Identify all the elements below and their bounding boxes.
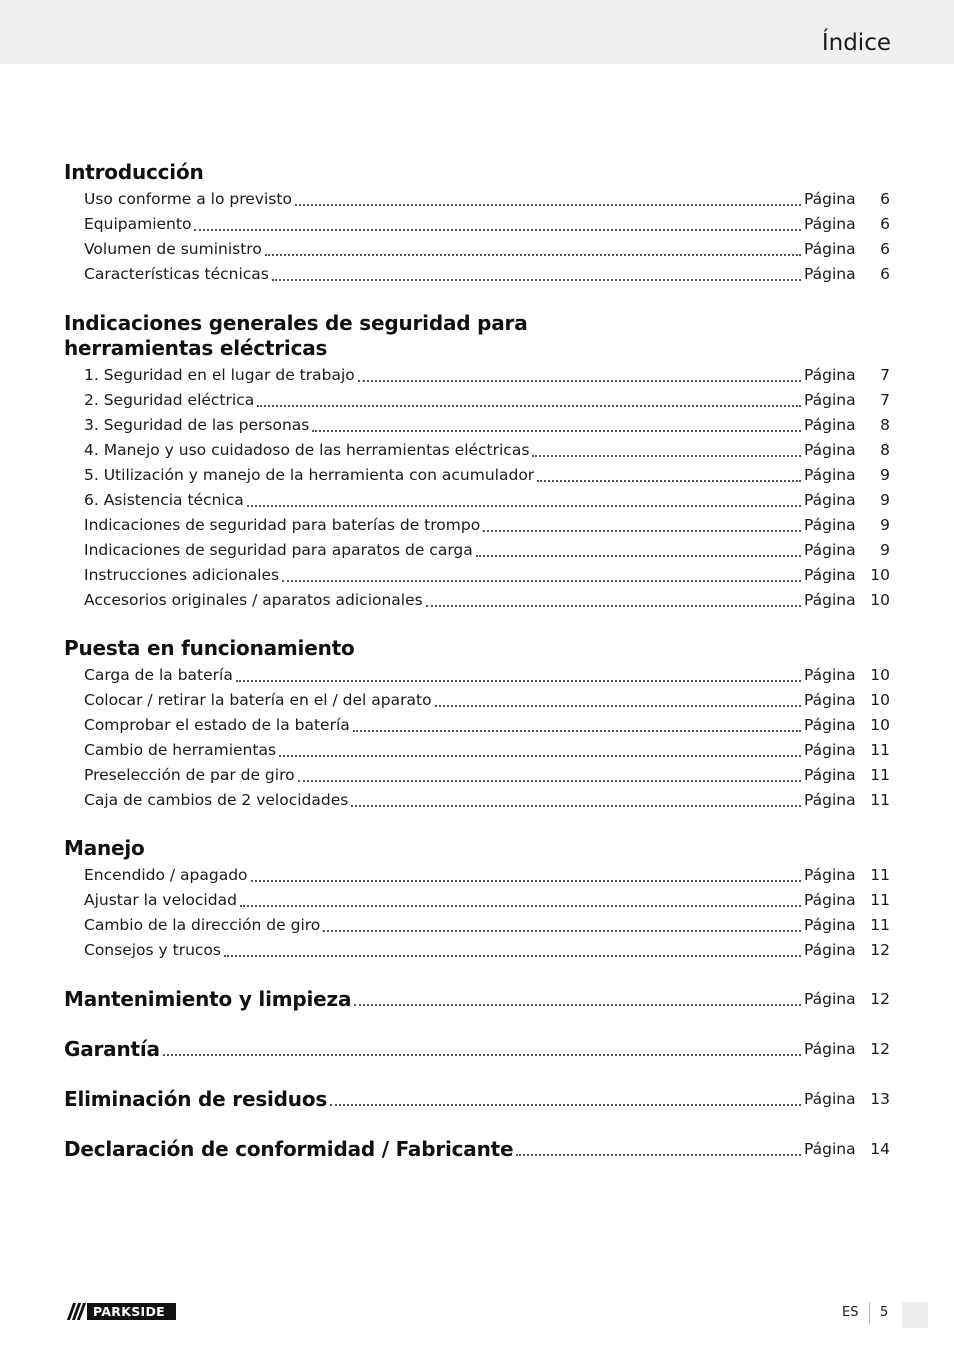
toc-entry-label: Accesorios originales / aparatos adicionales — [84, 591, 423, 609]
page-word: Página — [804, 691, 856, 709]
toc-entry[interactable] — [84, 187, 890, 212]
toc-entry[interactable] — [84, 237, 890, 262]
page-word: Página — [804, 591, 856, 609]
page-number: 11 — [870, 766, 890, 784]
dot-leader — [358, 380, 801, 382]
page-number: 11 — [870, 916, 890, 934]
page-number: 11 — [870, 791, 890, 809]
dot-leader — [330, 1104, 801, 1106]
page-number: 13 — [870, 1090, 890, 1108]
page-word: Página — [804, 566, 856, 584]
dot-leader — [312, 430, 801, 432]
page-word: Página — [804, 366, 856, 384]
dot-leader — [272, 279, 801, 281]
page-number: 9 — [880, 516, 890, 534]
dot-leader — [351, 805, 801, 807]
section-heading: Manejo — [64, 836, 145, 860]
dot-leader — [426, 605, 801, 607]
section-heading: Indicaciones generales de seguridad para — [64, 311, 528, 335]
dot-leader — [516, 1154, 801, 1156]
dot-leader — [265, 254, 801, 256]
page-word: Página — [804, 666, 856, 684]
dot-leader — [483, 530, 801, 532]
toc-entry[interactable] — [84, 713, 890, 738]
page-number: 11 — [870, 741, 890, 759]
page-number: 10 — [870, 691, 890, 709]
page-word: Página — [804, 240, 856, 258]
toc-entry-label: Indicaciones de seguridad para aparatos de carga — [84, 541, 473, 559]
toc-entry-label: Caja de cambios de 2 velocidades — [84, 791, 349, 809]
logo-brand: PARKSIDE — [93, 1304, 165, 1319]
toc-entry[interactable] — [84, 538, 890, 563]
page-word: Página — [804, 941, 856, 959]
page-word: Página — [804, 1090, 856, 1108]
footer-divider — [869, 1302, 870, 1324]
toc-entry[interactable] — [84, 262, 890, 287]
dot-leader — [194, 229, 801, 231]
page-word: Página — [804, 391, 856, 409]
footer-page-number: 5 — [880, 1305, 889, 1320]
page-number: 9 — [880, 491, 890, 509]
footer-language: ES — [842, 1305, 859, 1320]
page-word: Página — [804, 866, 856, 884]
toc-entry[interactable] — [84, 388, 890, 413]
toc-entry[interactable] — [84, 463, 890, 488]
toc-entry-label: Uso conforme a lo previsto — [84, 190, 292, 208]
toc-top-entry[interactable] — [64, 1087, 890, 1112]
toc-entry-label: Características técnicas — [84, 265, 269, 283]
page-word: Página — [804, 1040, 856, 1058]
page-word: Página — [804, 741, 856, 759]
page-number: 10 — [870, 566, 890, 584]
toc-entry-label: Consejos y trucos — [84, 941, 221, 959]
page-number: 12 — [870, 990, 890, 1008]
page-word: Página — [804, 441, 856, 459]
dot-leader — [298, 780, 801, 782]
page-word: Página — [804, 416, 856, 434]
toc-entry-label: Mantenimiento y limpieza — [64, 987, 352, 1011]
dot-leader — [435, 705, 801, 707]
toc-top-entry[interactable] — [64, 1037, 890, 1062]
page-number: 10 — [870, 591, 890, 609]
toc-entry[interactable] — [84, 863, 890, 888]
toc-entry-label: Ajustar la velocidad — [84, 891, 237, 909]
dot-leader — [279, 755, 801, 757]
toc-entry-label: Colocar / retirar la batería en el / del aparato — [84, 691, 432, 709]
toc-entry[interactable] — [84, 488, 890, 513]
page-word: Página — [804, 891, 856, 909]
page-number: 12 — [870, 941, 890, 959]
dot-leader — [257, 405, 801, 407]
toc-entry[interactable] — [84, 738, 890, 763]
page-word: Página — [804, 190, 856, 208]
toc-entry-label: Eliminación de residuos — [64, 1087, 328, 1111]
footer-tab-box — [902, 1302, 928, 1328]
dot-leader — [353, 730, 801, 732]
page-number: 8 — [880, 441, 890, 459]
dot-leader — [163, 1054, 801, 1056]
page-number: 9 — [880, 541, 890, 559]
toc-entry-label: 3. Seguridad de las personas — [84, 416, 310, 434]
page-word: Página — [804, 516, 856, 534]
page-word: Página — [804, 466, 856, 484]
section-heading: Puesta en funcionamiento — [64, 636, 355, 660]
page-word: Página — [804, 541, 856, 559]
toc-entry[interactable] — [84, 763, 890, 788]
dot-leader — [282, 580, 801, 582]
toc-entry-label: Volumen de suministro — [84, 240, 262, 258]
page-word: Página — [804, 265, 856, 283]
toc-entry[interactable] — [84, 513, 890, 538]
toc-entry-label: Encendido / apagado — [84, 866, 248, 884]
toc-entry-label: 1. Seguridad en el lugar de trabajo — [84, 366, 355, 384]
toc-entry-label: Cambio de herramientas — [84, 741, 277, 759]
dot-leader — [236, 680, 801, 682]
toc-entry[interactable] — [84, 563, 890, 588]
toc-entry[interactable] — [84, 688, 890, 713]
page-number: 10 — [870, 716, 890, 734]
toc-entry[interactable] — [84, 212, 890, 237]
dot-leader — [251, 880, 801, 882]
toc-entry[interactable] — [84, 363, 890, 388]
toc-entry[interactable] — [84, 938, 890, 963]
dot-leader — [224, 955, 801, 957]
toc-entry-label: Equipamiento — [84, 215, 192, 233]
toc-entry-label: Cambio de la dirección de giro — [84, 916, 321, 934]
page-word: Página — [804, 215, 856, 233]
section-heading: herramientas eléctricas — [64, 336, 328, 360]
toc-entry[interactable] — [84, 888, 890, 913]
page-number: 11 — [870, 891, 890, 909]
toc-entry-label: 6. Asistencia técnica — [84, 491, 244, 509]
page-number: 10 — [870, 666, 890, 684]
page-word: Página — [804, 990, 856, 1008]
page-number: 11 — [870, 866, 890, 884]
dot-leader — [295, 204, 801, 206]
toc-top-entry[interactable] — [64, 987, 890, 1012]
toc-entry-label: 5. Utilización y manejo de la herramienta con acumulador — [84, 466, 535, 484]
dot-leader — [537, 480, 801, 482]
toc-entry[interactable] — [84, 588, 890, 613]
dot-leader — [354, 1004, 801, 1006]
toc-entry[interactable] — [84, 788, 890, 813]
toc-entry-label: Comprobar el estado de la batería — [84, 716, 350, 734]
page-word: Página — [804, 916, 856, 934]
dot-leader — [532, 455, 801, 457]
page-number: 9 — [880, 466, 890, 484]
dot-leader — [247, 505, 801, 507]
page-word: Página — [804, 766, 856, 784]
page-number: 14 — [870, 1140, 890, 1158]
toc-entry[interactable] — [84, 913, 890, 938]
logo-slashes-icon — [65, 1303, 87, 1320]
toc-entry-label: Carga de la batería — [84, 666, 233, 684]
page-number: 6 — [880, 190, 890, 208]
toc-entry-label: 2. Seguridad eléctrica — [84, 391, 255, 409]
toc-entry[interactable] — [84, 413, 890, 438]
page-title: Índice — [821, 30, 891, 56]
page-word: Página — [804, 716, 856, 734]
toc-entry-label: 4. Manejo y uso cuidadoso de las herramientas eléctricas — [84, 441, 530, 459]
toc-entry-label: Garantía — [64, 1037, 160, 1061]
toc-entry[interactable] — [84, 663, 890, 688]
toc-entry-label: Indicaciones de seguridad para baterías de trompo — [84, 516, 481, 534]
dot-leader — [476, 555, 801, 557]
page-number: 12 — [870, 1040, 890, 1058]
toc-entry-label: Declaración de conformidad / Fabricante — [64, 1137, 514, 1161]
dot-leader — [240, 905, 801, 907]
page-number: 7 — [880, 366, 890, 384]
page-number: 8 — [880, 416, 890, 434]
toc-entry-label: Preselección de par de giro — [84, 766, 295, 784]
page-word: Página — [804, 491, 856, 509]
page-number: 7 — [880, 391, 890, 409]
toc-entry-label: Instrucciones adicionales — [84, 566, 280, 584]
toc-entry[interactable] — [84, 438, 890, 463]
dot-leader — [323, 930, 801, 932]
page-number: 6 — [880, 265, 890, 283]
page-number: 6 — [880, 240, 890, 258]
parkside-logo — [65, 1303, 176, 1320]
page-word: Página — [804, 791, 856, 809]
page-number: 6 — [880, 215, 890, 233]
toc-top-entry[interactable] — [64, 1137, 890, 1162]
section-heading: Introducción — [64, 160, 204, 184]
page-word: Página — [804, 1140, 856, 1158]
